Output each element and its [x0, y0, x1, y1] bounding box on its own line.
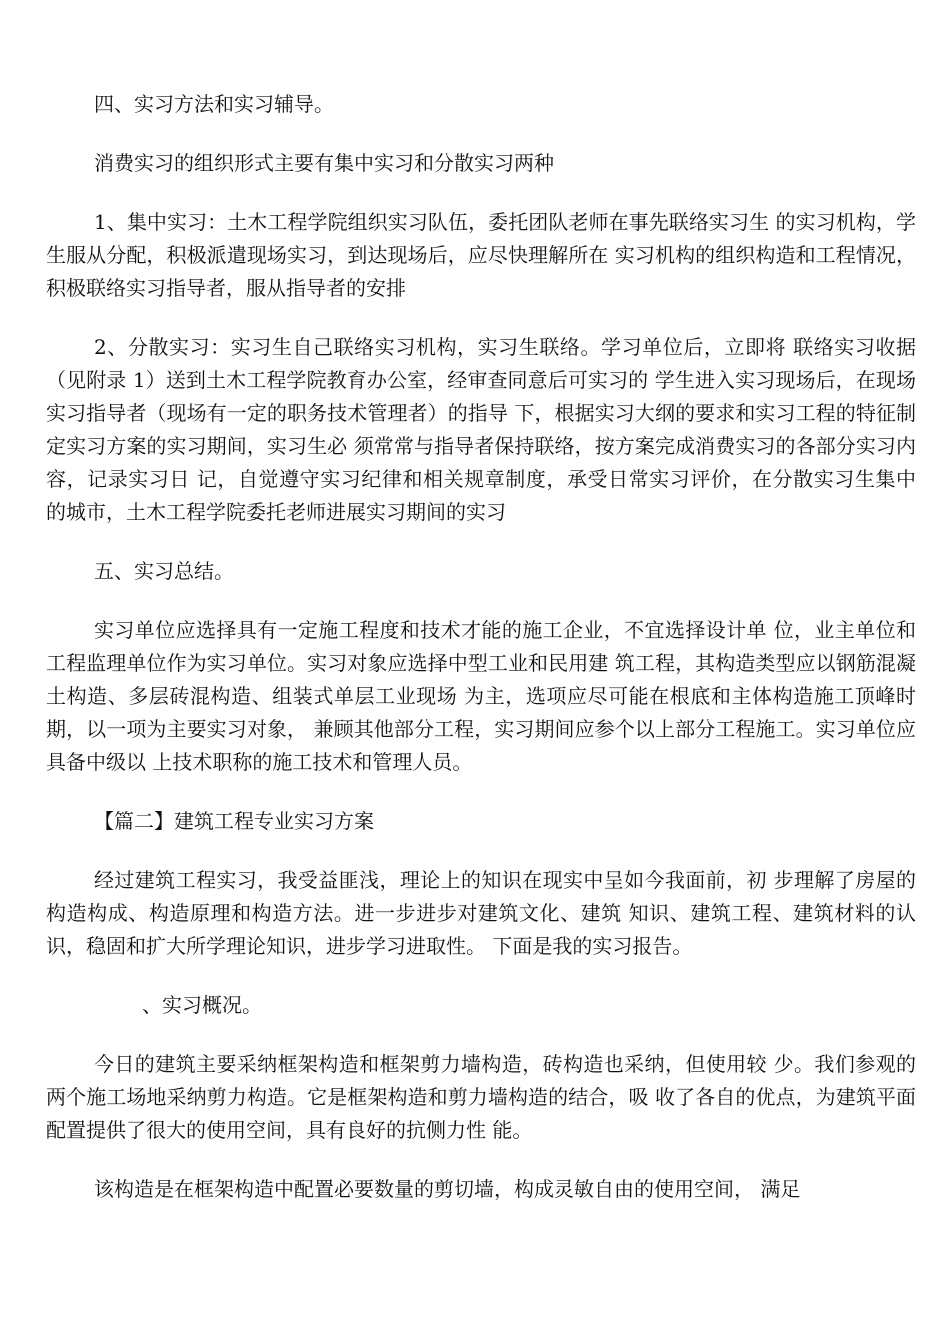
section-heading-overview: 、实习概况。: [142, 993, 262, 1017]
section-heading-summary: 五、实习总结。: [94, 559, 234, 583]
paragraph-practice-unit: 实习单位应选择具有一定施工程度和技术才能的施工企业，不宜选择设计单 位，业主单位和工程监理单位作为实习单位。实习对象应选择中型工业和民用建 筑工程，其构造类型应以钢筋混凝土构造、多层砖混构造、组装式单层工业现场 为主，选项应尽可能在根底和主体构造施工顶峰时期，以一项为主要实习对象， 兼顾其他部分工程，实习期间应参个以上部分工程施工。实习单位应具备中级以 上技术职称的施工技术和管理人员。: [46, 618, 916, 774]
paragraph-building-structure: 今日的建筑主要采纳框架构造和框架剪力墙构造，砖构造也采纳，但使用较 少。我们参观的两个施工场地采纳剪力构造。它是框架构造和剪力墙构造的结合，吸 收了各自的优点，为建筑平面配置提供了很大的使用空间，具有良好的抗侧力性 能。: [46, 1052, 916, 1142]
paragraph-scattered-practice: 2、分散实习：实习生自己联络实习机构，实习生联络。学习单位后，立即将 联络实习收据（见附录 1）送到土木工程学院教育办公室，经审查同意后可实习的 学生进入实习现场后，在现场实习指导者（现场有一定的职务技术管理者）的指导 下，根据实习大纲的要求和实习工程的特征制定实习方案的实习期间，实习生必 须常常与指导者保持联络，按方案完成消费实习的各部分实习内容，记录实习日 记，自觉遵守实习纪律和相关规章制度，承受日常实习评价，在分散实习生集中 的城市，土木工程学院委托老师进展实习期间的实习: [46, 335, 916, 524]
section-heading-practice-method: 四、实习方法和实习辅导。: [94, 92, 334, 116]
section-heading-part-two: 【篇二】建筑工程专业实习方案: [94, 809, 374, 833]
paragraph-organization-form: 消费实习的组织形式主要有集中实习和分散实习两种: [94, 151, 554, 175]
paragraph-intro-report: 经过建筑工程实习，我受益匪浅，理论上的知识在现实中呈如今我面前，初 步理解了房屋的构造构成、构造原理和构造方法。进一步进步对建筑文化、建筑 知识、建筑工程、建筑材料的认识，稳固和扩大所学理论知识，进步学习进取性。 下面是我的实习报告。: [46, 868, 916, 958]
paragraph-centralized-practice: 1、集中实习：土木工程学院组织实习队伍，委托团队老师在事先联络实习生 的实习机构，学生服从分配，积极派遣现场实习，到达现场后，应尽快理解所在 实习机构的组织构造和工程情况，积极联络实习指导者，服从指导者的安排: [46, 210, 916, 300]
paragraph-shear-wall: 该构造是在框架构造中配置必要数量的剪切墙，构成灵敏自由的使用空间， 满足: [94, 1177, 801, 1201]
